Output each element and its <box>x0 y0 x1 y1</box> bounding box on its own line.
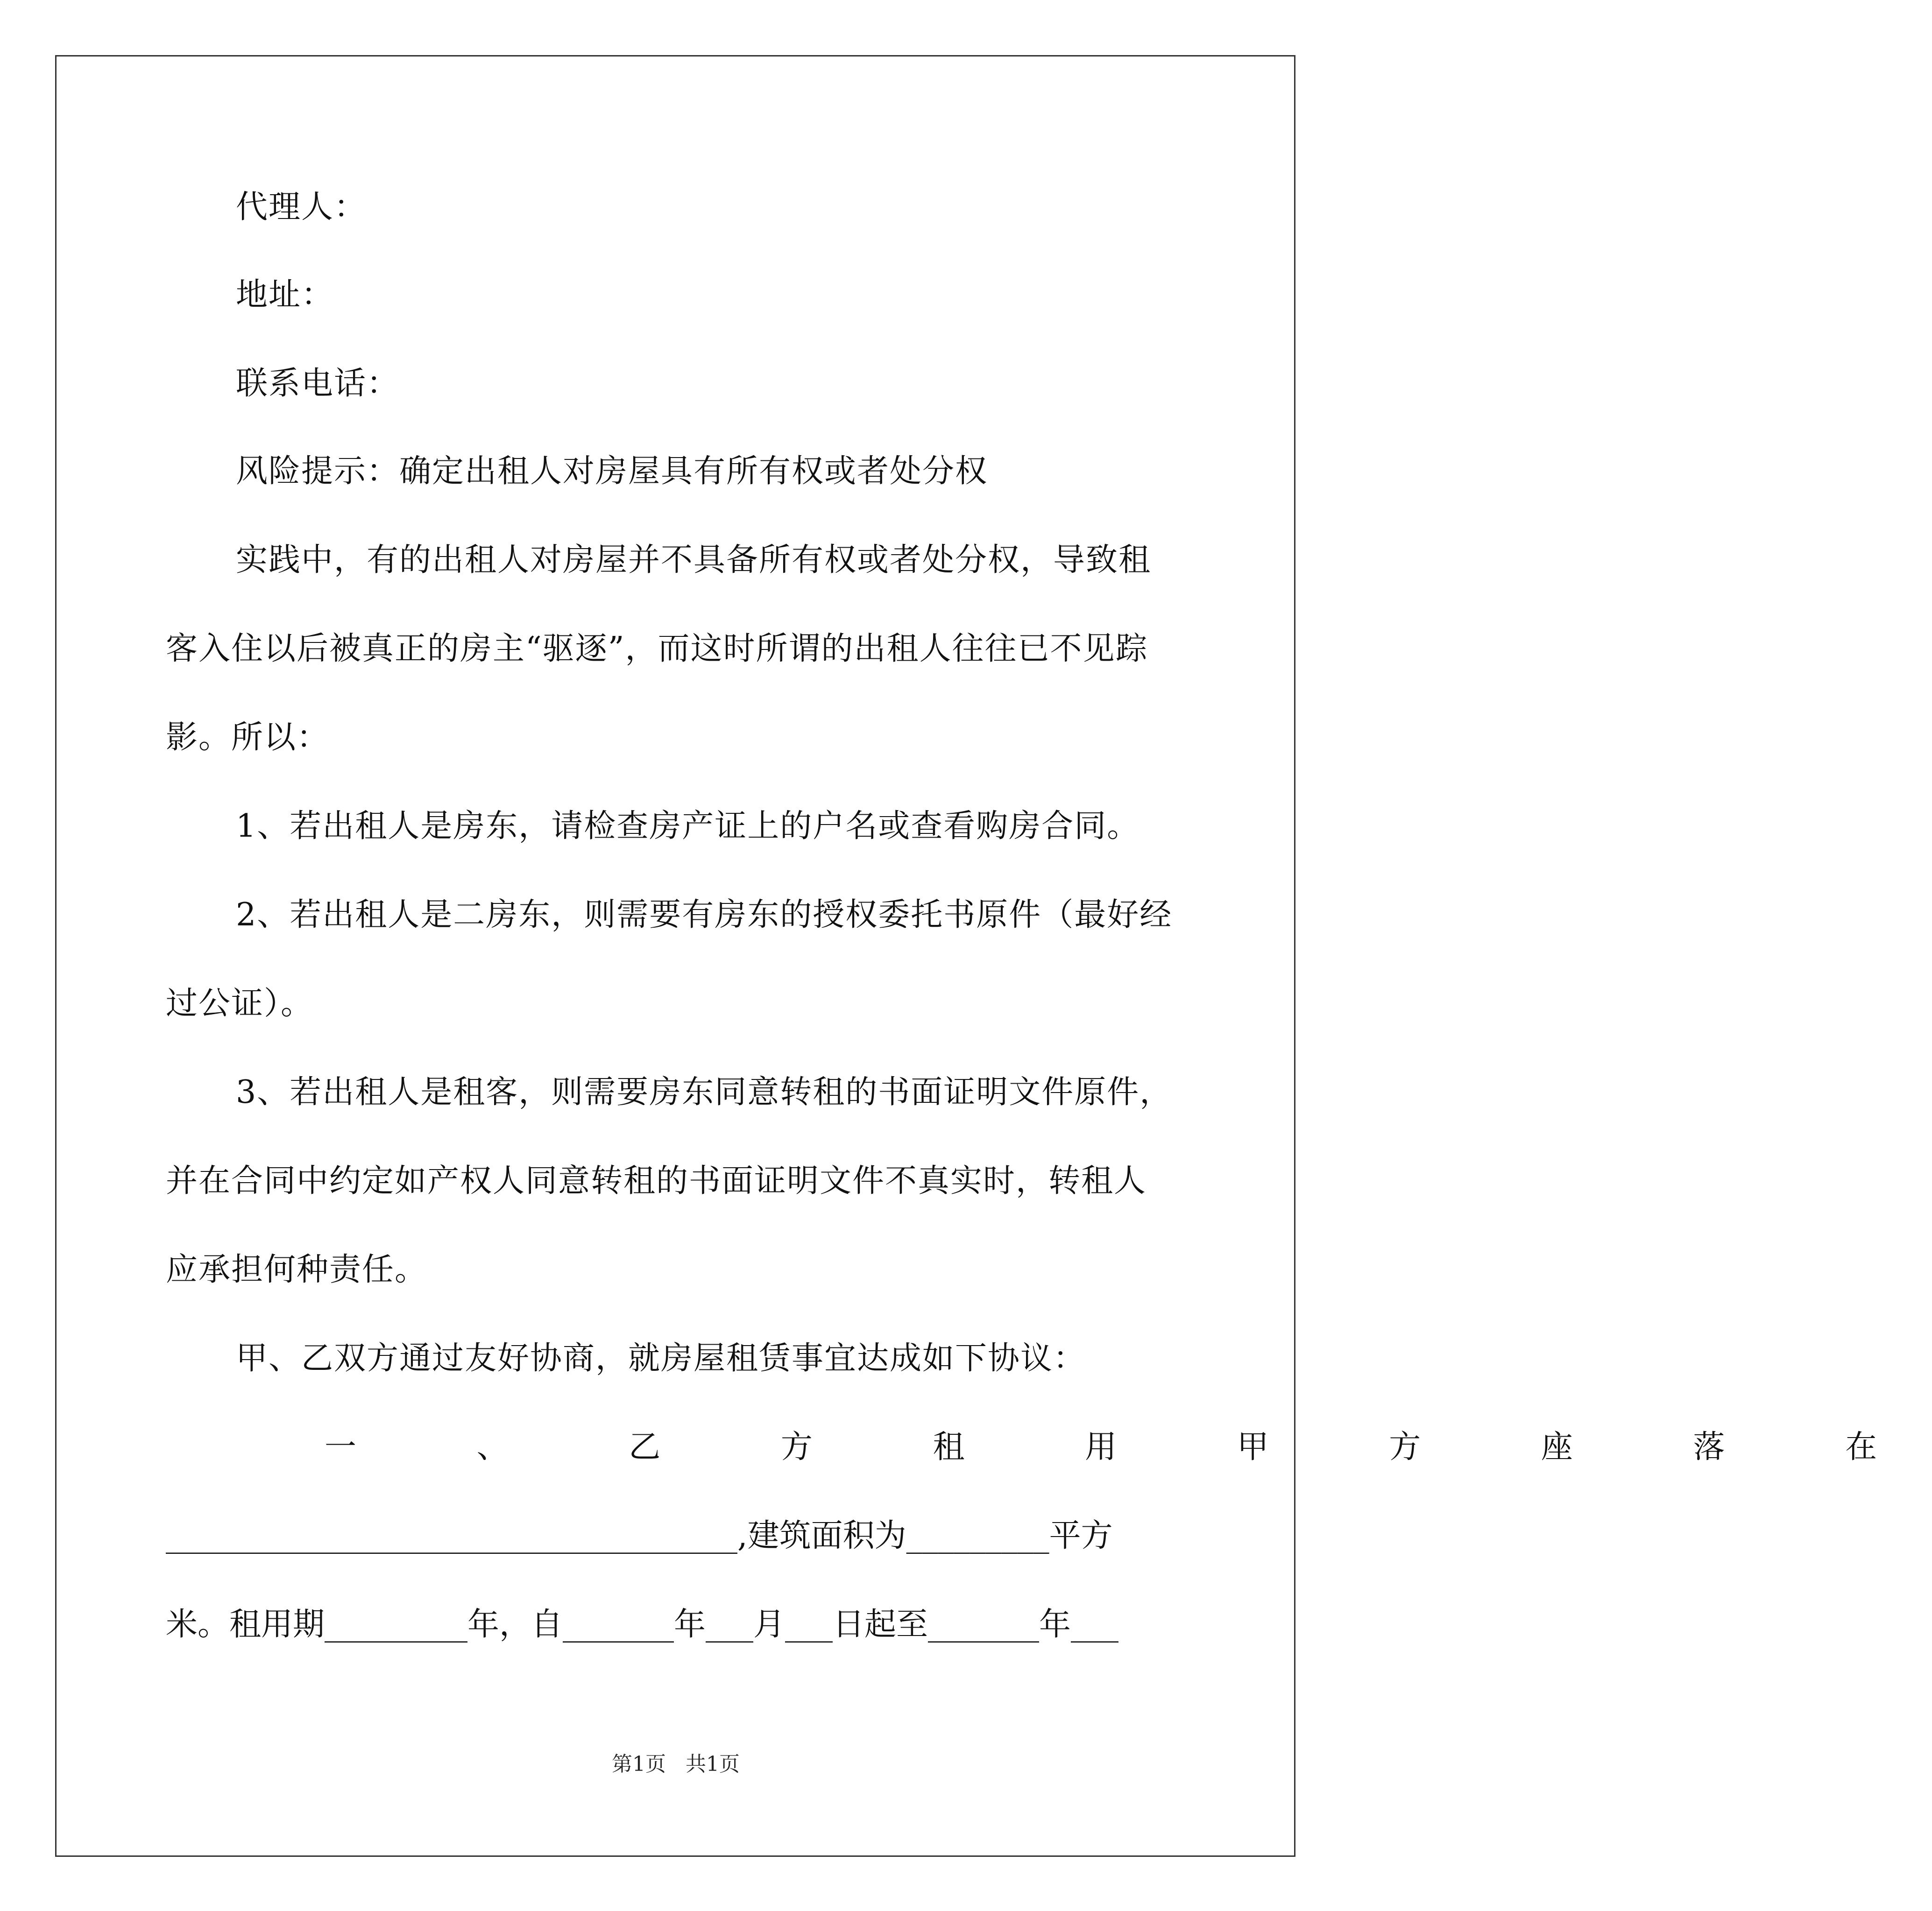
list-item-1: 1、若出租人是房东，请检查房产证上的户名或查看购房合同。 <box>236 808 1140 845</box>
list-item-3-continued: 并在合同中约定如产权人同意转租的书面证明文件不真实时，转租人 <box>166 1163 1147 1199</box>
page-border <box>55 55 1295 1857</box>
page-number: 第1页 <box>612 1752 666 1776</box>
page-total: 共1页 <box>686 1752 740 1776</box>
list-item-2: 2、若出租人是二房东，则需要有房东的授权委托书原件（最好经 <box>236 896 1173 933</box>
agent-label: 代理人： <box>236 189 367 226</box>
risk-heading: 风险提示：确定出租人对房屋具有所有权或者处分权 <box>236 453 988 490</box>
paragraph-line: 客入住以后被真正的房主“驱逐”，而这时所谓的出租人往往已不见踪 <box>166 630 1148 667</box>
paragraph-line: 实践中，有的出租人对房屋并不具备所有权或者处分权，导致租 <box>236 542 1152 578</box>
clause-one-text: 一 、 乙 方 租 用 甲 方 座 落 在 <box>325 1429 1932 1466</box>
list-item-3-continued: 应承担何种责任。 <box>166 1251 428 1288</box>
list-item-3: 3、若出租人是租客，则需要房东同意转租的书面证明文件原件， <box>236 1074 1173 1111</box>
term-line: 米。租用期_________年，自_______年___月___日起至_______年___ <box>166 1606 1119 1643</box>
area-line: ____________________________________,建筑面积为_________平方 <box>166 1517 1113 1554</box>
phone-label: 联系电话： <box>236 365 400 402</box>
page-footer <box>0 1747 1352 1777</box>
agreement-intro: 甲、乙双方通过友好协商，就房屋租赁事宜达成如下协议： <box>236 1340 1086 1377</box>
address-label: 地址： <box>236 276 334 313</box>
paragraph-line: 影。所以： <box>166 719 330 756</box>
list-item-2-continued: 过公证）。 <box>166 985 314 1022</box>
clause-one-line <box>166 1429 1932 1466</box>
